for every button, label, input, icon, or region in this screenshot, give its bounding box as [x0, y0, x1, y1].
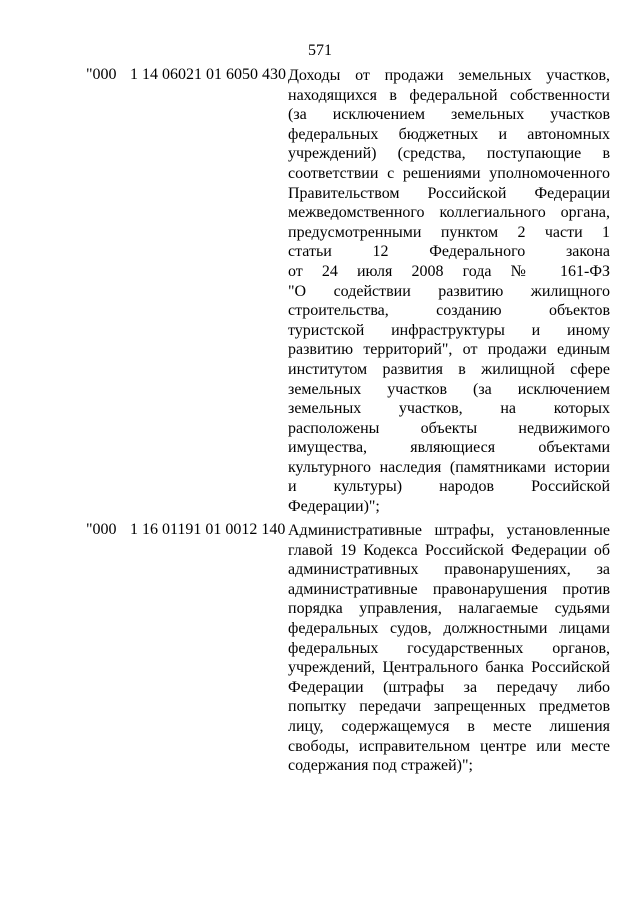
description-line: земельных участков (за исключением	[288, 380, 610, 398]
description-line: Административные штрафы, установленные	[288, 522, 610, 539]
description-line: (за исключением земельных участков	[288, 106, 610, 124]
description-line: статьи 12 Федерального закона	[288, 243, 610, 261]
description-line: содержания под стражей)";	[288, 757, 473, 775]
description-line: институтом развития в жилищной сфере	[288, 360, 610, 378]
description-line: главой 19 Кодекса Российской Федерации об	[288, 541, 610, 559]
description-line: учреждений, Центрального банка Российской	[288, 659, 610, 677]
entry-description	[288, 66, 610, 517]
description-line: соответствии с решениями уполномоченного	[288, 164, 610, 182]
description-line: расположены объекты недвижимого	[288, 419, 610, 437]
description-line: Правительством Российской Федерации	[288, 184, 610, 202]
description-line: предусмотренными пунктом 2 части 1	[288, 223, 610, 241]
description-line: федеральных государственных органов,	[288, 639, 610, 657]
entry-description	[288, 521, 610, 776]
description-line: земельных участков, на которых	[288, 400, 610, 418]
description-line: Федерации)";	[288, 498, 380, 516]
description-line: культурного наследия (памятниками истории	[288, 458, 610, 476]
description-line: туристской инфраструктуры и иному	[288, 321, 610, 339]
page-number: 571	[308, 42, 332, 59]
description-line: от 24 июля 2008 года № 161-ФЗ	[288, 262, 610, 280]
entry-prefix: "000	[86, 521, 117, 538]
description-line: федеральных бюджетных и автономных	[288, 125, 610, 143]
description-line: учреждений) (средства, поступающие в	[288, 145, 610, 163]
description-line: развитию территорий", от продажи единым	[288, 341, 610, 359]
description-line: имущества, являющиеся объектами	[288, 439, 610, 457]
description-line: межведомственного коллегиального органа,	[288, 204, 610, 222]
description-line: порядка управления, налагаемые судьями	[288, 600, 610, 618]
description-line: находящихся в федеральной собственности	[288, 86, 610, 104]
budget-classification-code: 1 16 01191 01 0012 140	[130, 521, 286, 538]
description-line: федеральных судов, должностными лицами	[288, 619, 610, 637]
description-line: строительства, созданию объектов	[288, 302, 610, 320]
entry-prefix: "000	[86, 66, 117, 83]
description-line: административных правонарушениях, за	[288, 561, 610, 579]
description-line: Доходы от продажи земельных участков,	[288, 67, 610, 84]
description-line: и культуры) народов Российской	[288, 478, 610, 496]
description-line: попытку передачи запрещенных предметов	[288, 698, 610, 716]
description-line: лицу, содержащемуся в месте лишения	[288, 717, 610, 735]
budget-classification-code: 1 14 06021 01 6050 430	[130, 66, 286, 83]
description-line: свободы, исправительном центре или месте	[288, 737, 610, 755]
description-line: "О содействии развитию жилищного	[288, 282, 610, 300]
description-line: административные правонарушения против	[288, 580, 610, 598]
description-line: Федерации (штрафы за передачу либо	[288, 678, 610, 696]
